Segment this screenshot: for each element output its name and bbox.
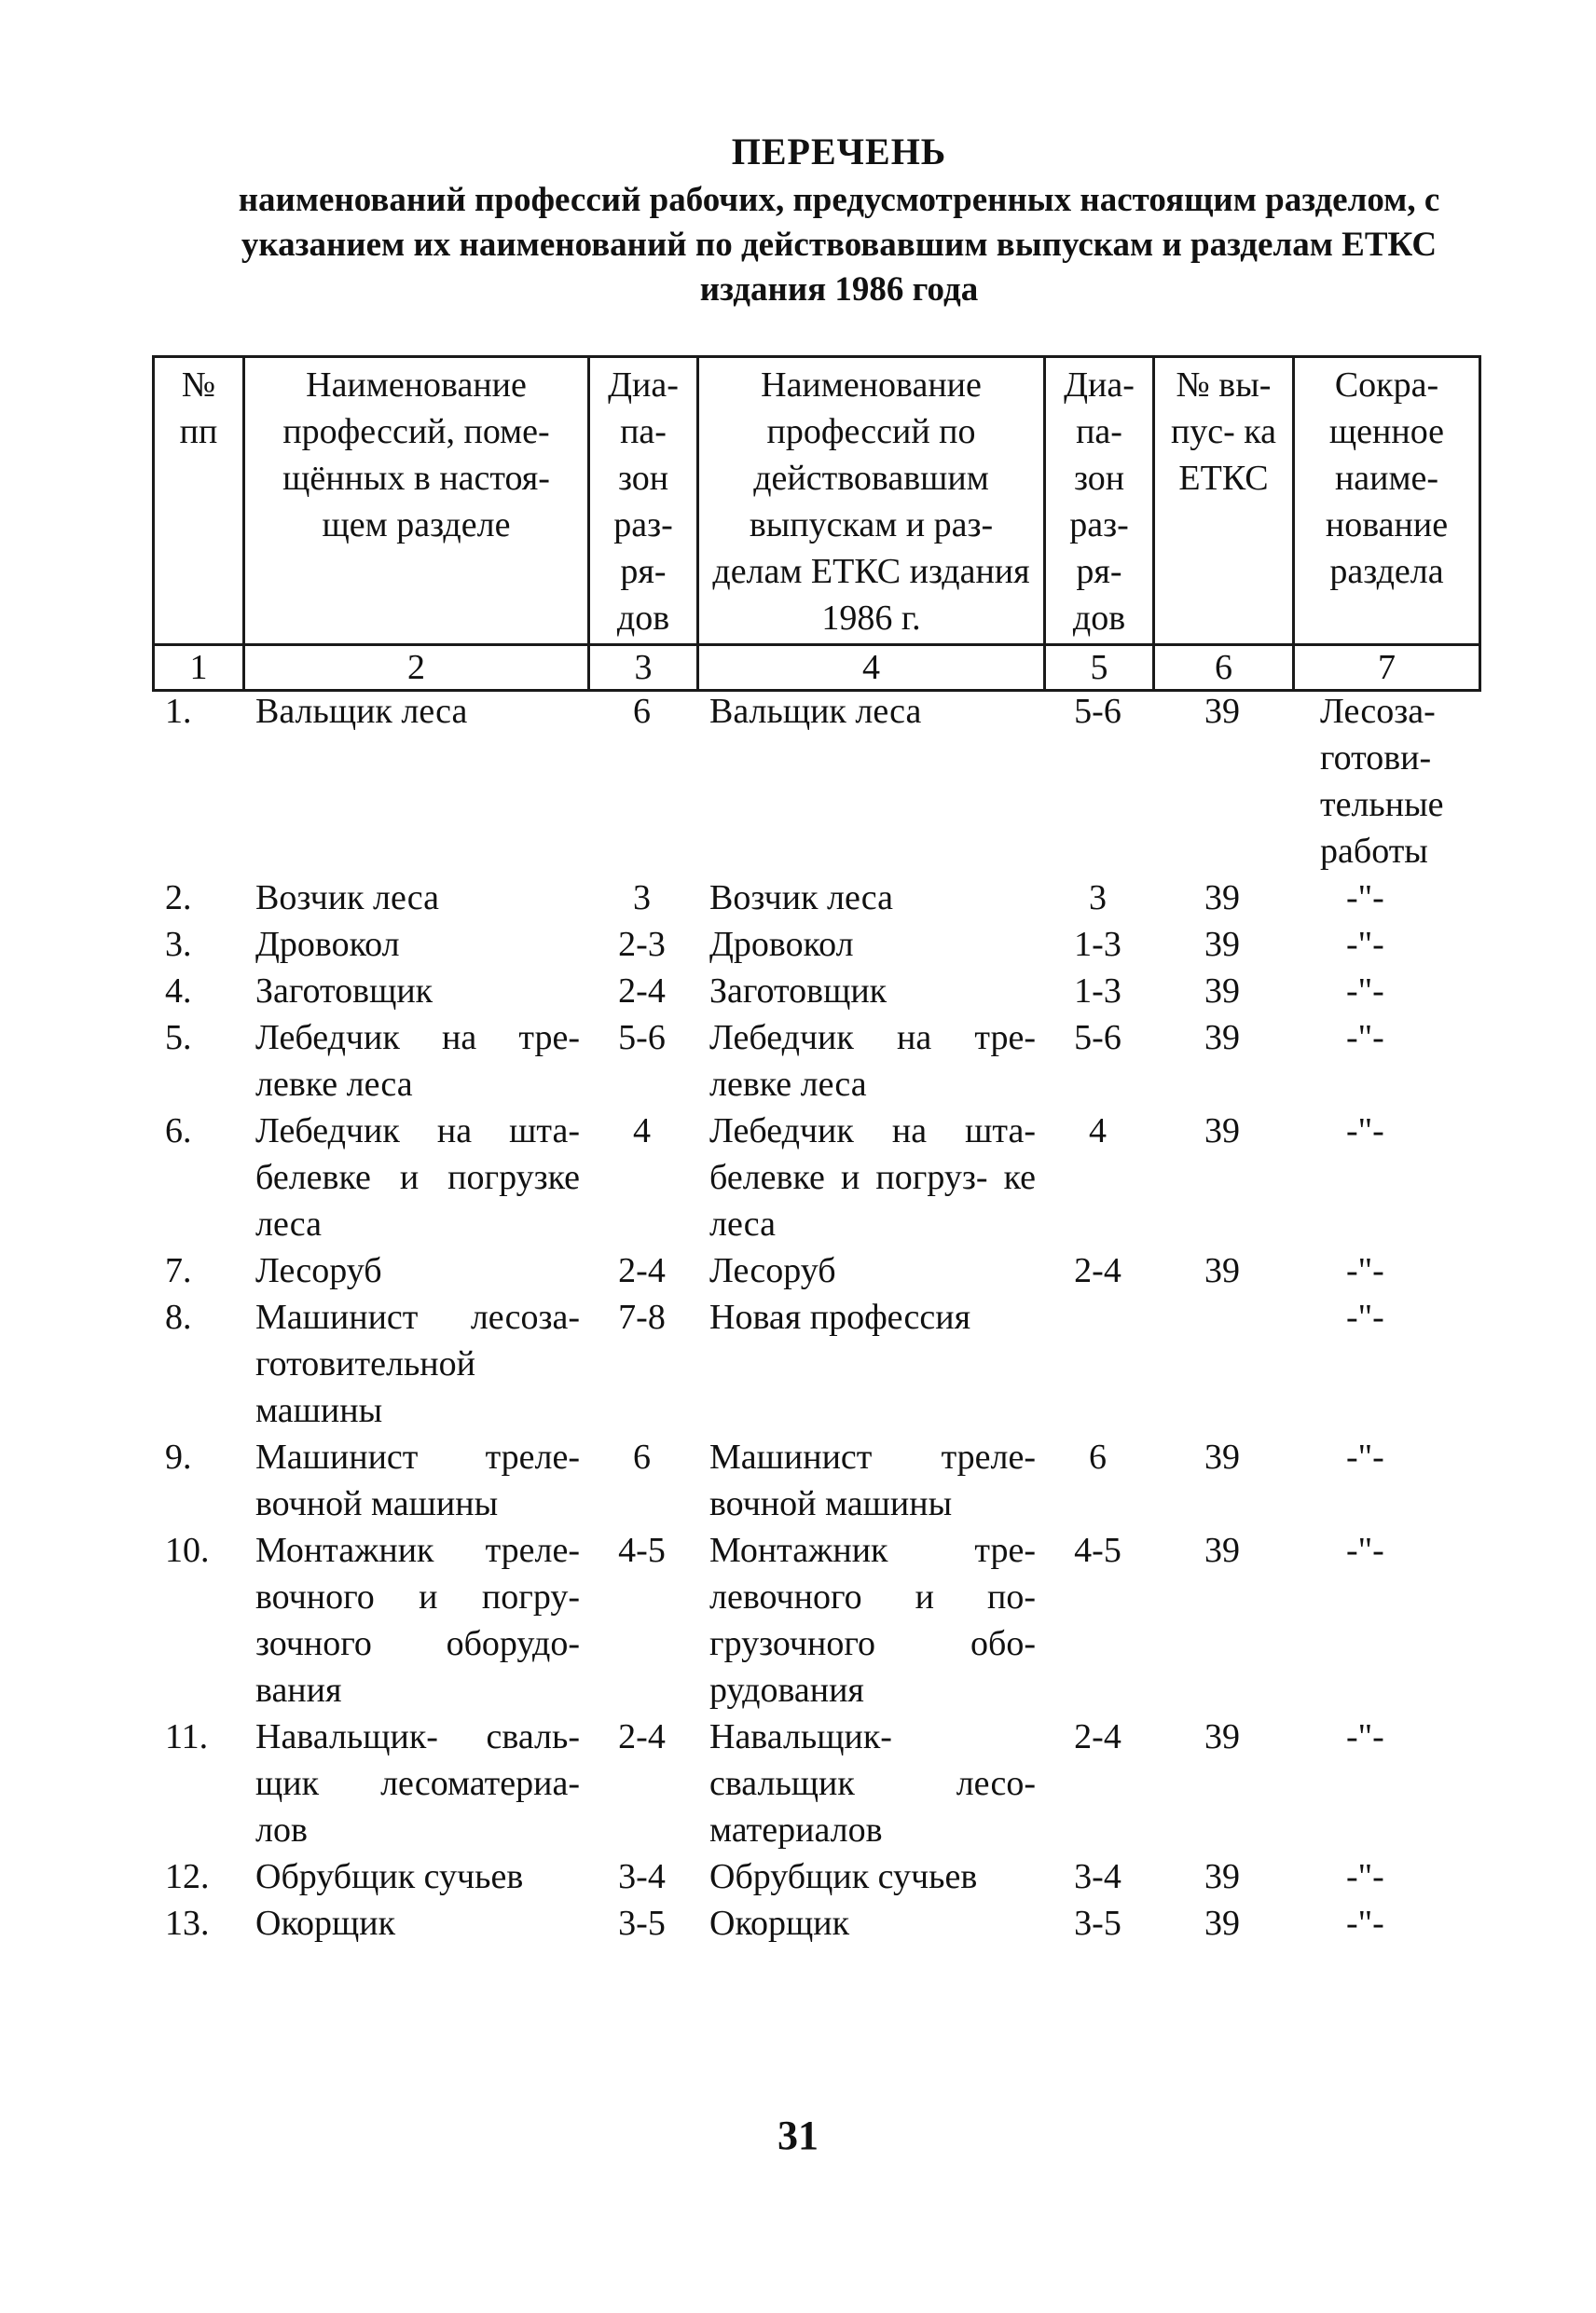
- header-cell-number: № пп: [154, 357, 244, 645]
- section-name: -"-: [1346, 1298, 1384, 1337]
- column-number: 5: [1045, 645, 1154, 691]
- section-name: -"-: [1346, 1111, 1384, 1150]
- row-number: 5.: [165, 1018, 192, 1057]
- row-number: 12.: [165, 1857, 210, 1896]
- old-grade-range: 2-4: [1074, 1717, 1121, 1756]
- table-row: [152, 1527, 1479, 1714]
- old-profession-name: Машинист треле- вочной машины: [709, 1438, 1036, 1523]
- row-number: 4.: [165, 971, 192, 1011]
- row-number: 6.: [165, 1111, 192, 1150]
- column-number: 4: [698, 645, 1045, 691]
- old-grade-range: 2-4: [1074, 1251, 1121, 1290]
- grade-range: 4: [633, 1111, 651, 1150]
- profession-name: Окорщик: [255, 1904, 396, 1943]
- profession-name: Лесоруб: [255, 1251, 382, 1290]
- old-grade-range: 3: [1089, 878, 1107, 917]
- section-name: -"-: [1346, 1251, 1384, 1290]
- section-name: -"-: [1346, 1857, 1384, 1896]
- old-grade-range: 1-3: [1074, 925, 1121, 964]
- document-subtitle: наименований профессий рабочих, предусмотренных настоящим разделом, с указанием их наименований по действовавшим выпускам и разделам ЕТКС издания 1986 года: [238, 181, 1440, 309]
- etks-issue: 39: [1204, 1531, 1240, 1570]
- row-number: 13.: [165, 1904, 210, 1943]
- profession-name: Возчик леса: [255, 878, 439, 917]
- old-profession-name: Окорщик: [709, 1904, 850, 1943]
- table-row: [152, 1014, 1479, 1108]
- old-profession-name: Обрубщик сучьев: [709, 1857, 978, 1896]
- table-row: [152, 688, 1479, 874]
- old-profession-name: Монтажник тре- левочного и по- грузочного обо- рудования: [709, 1531, 1036, 1710]
- grade-range: 5-6: [618, 1018, 666, 1057]
- section-name: Лесоза- готови- тельные работы: [1320, 692, 1444, 871]
- section-name: -"-: [1346, 878, 1384, 917]
- profession-name: Обрубщик сучьев: [255, 1857, 524, 1896]
- row-number: 2.: [165, 878, 192, 917]
- heading: [140, 126, 1538, 312]
- header-cell-old-range: Диа- па- зон раз- ря- дов: [1045, 357, 1154, 645]
- table-row: [152, 1434, 1479, 1527]
- profession-name: Вальщик леса: [255, 692, 468, 731]
- row-number: 8.: [165, 1298, 192, 1337]
- grade-range: 6: [633, 692, 651, 731]
- old-grade-range: 4-5: [1074, 1531, 1121, 1570]
- column-number: 7: [1294, 645, 1480, 691]
- etks-issue: 39: [1204, 1251, 1240, 1290]
- old-grade-range: 3-4: [1074, 1857, 1121, 1896]
- profession-name: Машинист треле- вочной машины: [255, 1438, 580, 1523]
- grade-range: 6: [633, 1438, 651, 1477]
- section-name: -"-: [1346, 1717, 1384, 1756]
- header-cell-old-profession: Наименование профессий по действовавшим выпускам и раз- делам ЕТКС издания 1986 г.: [698, 357, 1045, 645]
- header-cell-section: Сокра- щенное наиме- нование раздела: [1294, 357, 1480, 645]
- etks-issue: 39: [1204, 925, 1240, 964]
- section-name: -"-: [1346, 1438, 1384, 1477]
- grade-range: 3-5: [618, 1904, 666, 1943]
- profession-name: Лебедчик на шта- белевке и погрузке леса: [255, 1111, 580, 1244]
- profession-name: Навальщик- сваль- щик лесоматериа- лов: [255, 1717, 580, 1850]
- old-grade-range: 4: [1089, 1111, 1107, 1150]
- profession-name: Лебедчик на тре- левке леса: [255, 1018, 580, 1104]
- table-row: [152, 1900, 1479, 1947]
- table-body: [152, 688, 1479, 1947]
- grade-range: 2-4: [618, 971, 666, 1011]
- section-name: -"-: [1346, 925, 1384, 964]
- table-row: [152, 1108, 1479, 1247]
- column-number: 6: [1154, 645, 1294, 691]
- old-grade-range: 3-5: [1074, 1904, 1121, 1943]
- row-number: 3.: [165, 925, 192, 964]
- etks-issue: 39: [1204, 1438, 1240, 1477]
- table-row: [152, 874, 1479, 921]
- row-number: 7.: [165, 1251, 192, 1290]
- column-number: 3: [589, 645, 698, 691]
- header-cell-profession: Наименование профессий, поме- щённых в настоя- щем разделе: [244, 357, 589, 645]
- grade-range: 2-4: [618, 1251, 666, 1290]
- table-row: [152, 1714, 1479, 1853]
- profession-name: Машинист лесоза- готовительной машины: [255, 1298, 580, 1430]
- old-profession-name: Дровокол: [709, 925, 854, 964]
- table-row: [152, 921, 1479, 968]
- old-profession-name: Возчик леса: [709, 878, 893, 917]
- old-profession-name: Навальщик- свальщик лесо- материалов: [709, 1717, 1036, 1850]
- row-number: 9.: [165, 1438, 192, 1477]
- row-number: 11.: [165, 1717, 209, 1756]
- grade-range: 3: [633, 878, 651, 917]
- document-title: ПЕРЕЧЕНЬ: [731, 131, 947, 172]
- profession-name: Дровокол: [255, 925, 400, 964]
- table-row: [152, 968, 1479, 1014]
- column-number: 1: [154, 645, 244, 691]
- section-name: -"-: [1346, 1531, 1384, 1570]
- table-row: [152, 1247, 1479, 1294]
- old-profession-name: Заготовщик: [709, 971, 887, 1011]
- header-cell-issue: № вы- пус- ка ЕТКС: [1154, 357, 1294, 645]
- etks-issue: 39: [1204, 1857, 1240, 1896]
- row-number: 1.: [165, 692, 192, 731]
- header-row: [154, 357, 1480, 645]
- grade-range: 3-4: [618, 1857, 666, 1896]
- profession-name: Заготовщик: [255, 971, 433, 1011]
- old-profession-name: Лебедчик на шта- белевке и погруз- ке леса: [709, 1111, 1036, 1244]
- section-name: -"-: [1346, 1904, 1384, 1943]
- etks-issue: 39: [1204, 971, 1240, 1011]
- old-profession-name: Лесоруб: [709, 1251, 836, 1290]
- etks-issue: 39: [1204, 1717, 1240, 1756]
- table-row: [152, 1294, 1479, 1434]
- old-grade-range: 1-3: [1074, 971, 1121, 1011]
- row-number: 10.: [165, 1531, 210, 1570]
- etks-issue: 39: [1204, 1018, 1240, 1057]
- header-cell-range: Диа- па- зон раз- ря- дов: [589, 357, 698, 645]
- etks-issue: 39: [1204, 692, 1240, 731]
- grade-range: 7-8: [618, 1298, 666, 1337]
- page-number: 31: [777, 2113, 819, 2158]
- old-profession-name: Новая профессия: [709, 1298, 971, 1337]
- etks-issue: 39: [1204, 878, 1240, 917]
- grade-range: 2-3: [618, 925, 666, 964]
- table-row: [152, 1853, 1479, 1900]
- profession-name: Монтажник треле- вочного и погру- зочного оборудо- вания: [255, 1531, 580, 1710]
- old-profession-name: Лебедчик на тре- левке леса: [709, 1018, 1036, 1104]
- column-number: 2: [244, 645, 589, 691]
- etks-issue: 39: [1204, 1111, 1240, 1150]
- section-name: -"-: [1346, 971, 1384, 1011]
- section-name: -"-: [1346, 1018, 1384, 1057]
- old-profession-name: Вальщик леса: [709, 692, 922, 731]
- etks-issue: 39: [1204, 1904, 1240, 1943]
- old-grade-range: 5-6: [1074, 1018, 1121, 1057]
- column-number-row: [154, 645, 1480, 691]
- old-grade-range: 6: [1089, 1438, 1107, 1477]
- grade-range: 2-4: [618, 1717, 666, 1756]
- grade-range: 4-5: [618, 1531, 666, 1570]
- old-grade-range: 5-6: [1074, 692, 1121, 731]
- table-header: [152, 355, 1481, 692]
